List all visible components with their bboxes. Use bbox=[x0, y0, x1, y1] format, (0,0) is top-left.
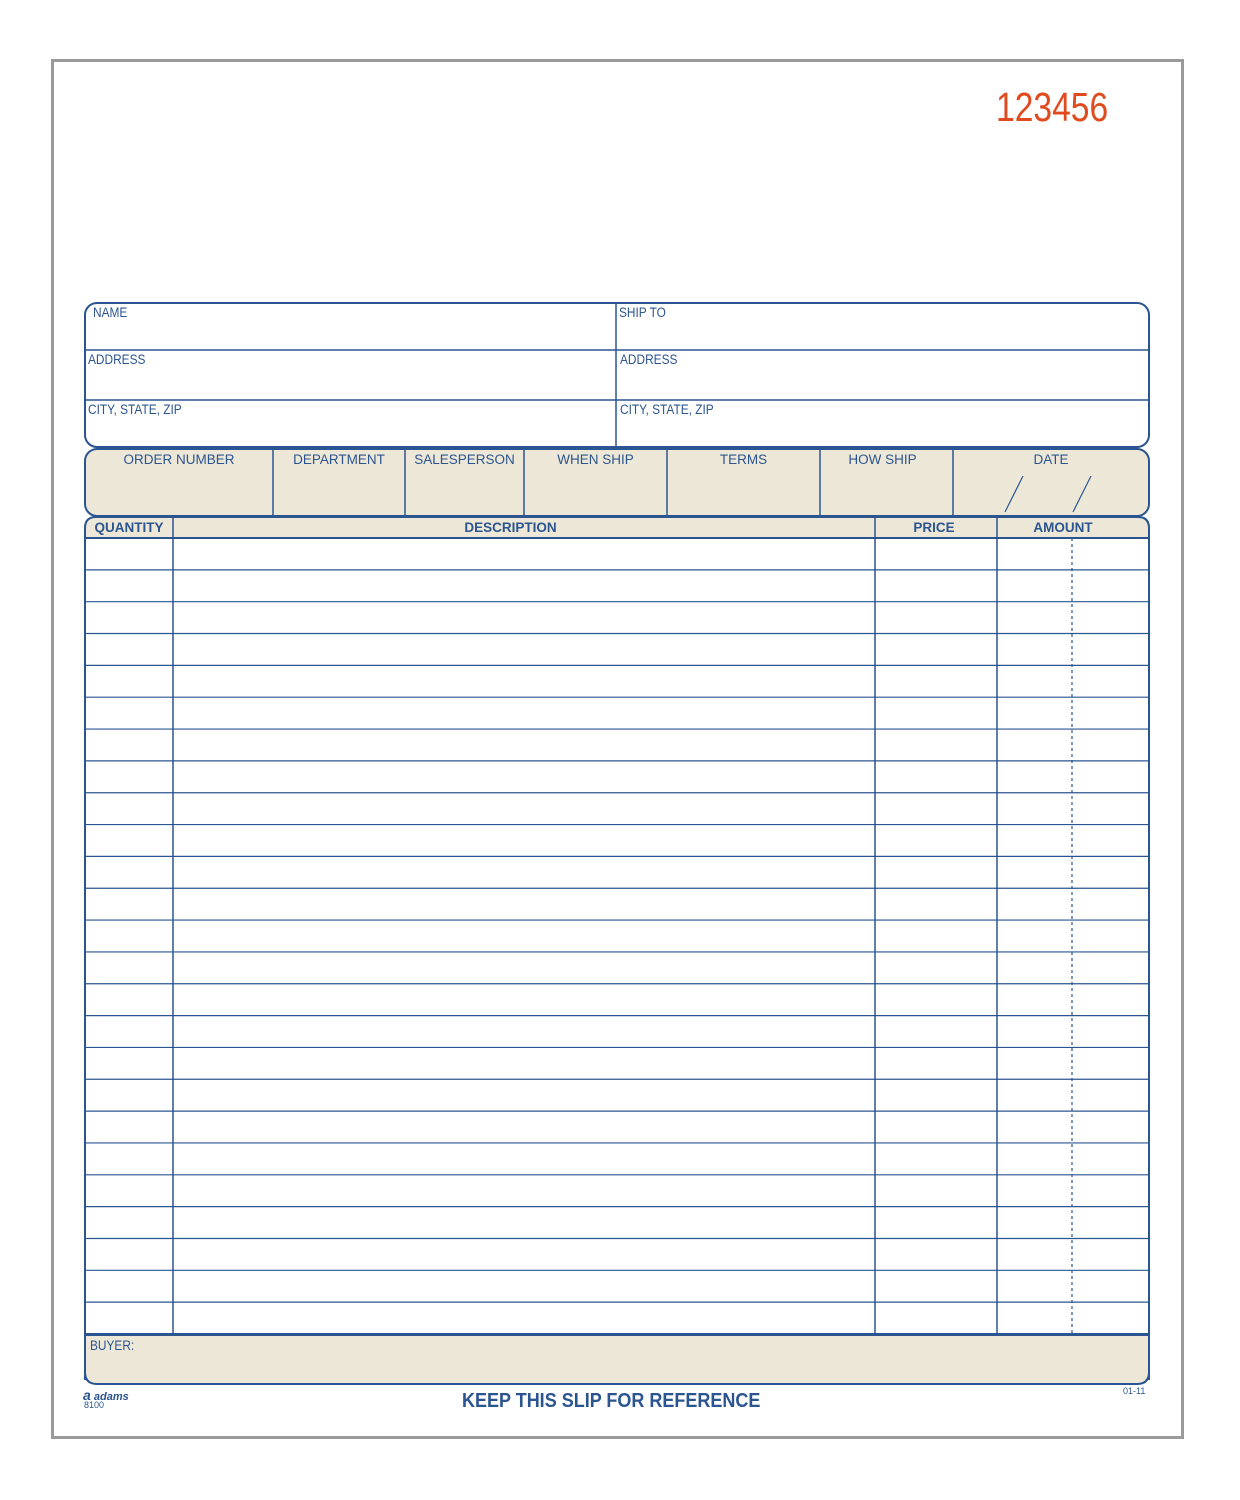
department-label: DEPARTMENT bbox=[293, 452, 385, 467]
ship-to-label: SHIP TO bbox=[619, 305, 666, 320]
serial-number: 123456 bbox=[996, 84, 1109, 130]
city-state-zip-label: CITY, STATE, ZIP bbox=[88, 402, 182, 417]
amount-header: AMOUNT bbox=[1033, 520, 1093, 535]
line-item-rows bbox=[85, 570, 1149, 1302]
how-ship-label: HOW SHIP bbox=[848, 452, 917, 467]
footer-note: KEEP THIS SLIP FOR REFERENCE bbox=[462, 1390, 761, 1412]
ship-address-label: ADDRESS bbox=[620, 352, 678, 367]
terms-label: TERMS bbox=[719, 452, 768, 467]
buyer-label: BUYER: bbox=[90, 1338, 135, 1353]
buyer-band bbox=[85, 1335, 1149, 1384]
address-block-border bbox=[85, 303, 1149, 447]
salesperson-label: SALESPERSON bbox=[414, 452, 515, 467]
revision-code: 01-11 bbox=[1123, 1386, 1146, 1396]
form-code: 8100 bbox=[84, 1400, 105, 1410]
address-label: ADDRESS bbox=[88, 352, 146, 367]
ship-city-state-zip-label: CITY, STATE, ZIP bbox=[620, 402, 714, 417]
description-header: DESCRIPTION bbox=[464, 520, 557, 535]
name-label: NAME bbox=[93, 305, 128, 320]
brand-mark-icon: a bbox=[83, 1387, 91, 1403]
order-number-label: ORDER NUMBER bbox=[123, 452, 235, 467]
date-label: DATE bbox=[1033, 452, 1069, 467]
price-header: PRICE bbox=[913, 520, 955, 535]
when-ship-label: WHEN SHIP bbox=[557, 452, 634, 467]
quantity-header: QUANTITY bbox=[94, 520, 164, 535]
brand-name: adams bbox=[93, 1391, 129, 1403]
